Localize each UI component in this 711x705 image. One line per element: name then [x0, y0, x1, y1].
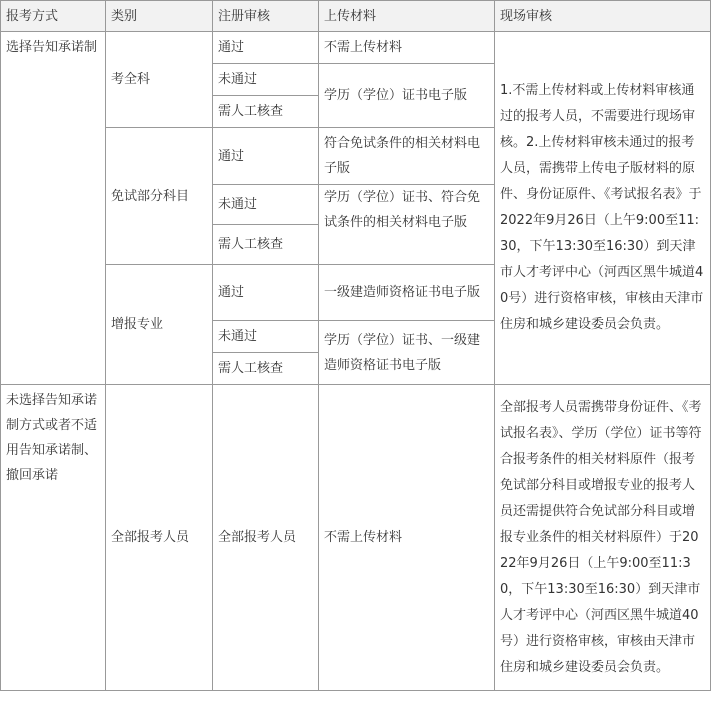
review-fail: 未通过	[213, 321, 319, 353]
material-degree-exempt: 学历（学位）证书、符合免试条件的相关材料电子版	[319, 185, 495, 265]
table-row	[1, 385, 711, 691]
review-pass: 通过	[213, 128, 319, 185]
category-add-specialty: 增报专业	[106, 265, 213, 385]
onsite-note-no-commitment: 全部报考人员需携带身份证件、《考试报名表》、学历（学位）证书等符合报考条件的相关材料原件（报考免试部分科目或增报专业的报考人员还需提供符合免试部分科目或增报专业条件的相关材料原件）于2022年9月26日（上午9:00至11:30，下午13:30至16:30）到天津市人才考评中心（河西区黑牛城道40号）进行资格审核，审核由天津市住房和城乡建设委员会负责。	[495, 385, 711, 691]
review-all-applicants: 全部报考人员	[213, 385, 319, 691]
material-none-all: 不需上传材料	[319, 385, 495, 691]
method-no-commitment: 未选择告知承诺制方式或者不适用告知承诺制、撤回承诺	[1, 385, 106, 691]
header-category: 类别	[106, 1, 213, 32]
review-pass: 通过	[213, 265, 319, 321]
table-header-row	[1, 1, 711, 32]
material-exempt: 符合免试条件的相关材料电子版	[319, 128, 495, 185]
onsite-note-commitment: 1.不需上传材料或上传材料审核通过的报考人员，不需要进行现场审核。2.上传材料审核未通过的报考人员，需携带上传电子版材料的原件、身份证原件、《考试报名表》于2022年9月26日（上午9:00至11:30，下午13:30至16:30）到天津市人才考评中心（河西区黑牛城道40号）进行资格审核，审核由天津市住房和城乡建设委员会负责。	[495, 32, 711, 385]
header-upload-material: 上传材料	[319, 1, 495, 32]
review-fail: 未通过	[213, 185, 319, 225]
category-all-applicants: 全部报考人员	[106, 385, 213, 691]
header-onsite-review: 现场审核	[495, 1, 711, 32]
method-commitment: 选择告知承诺制	[1, 32, 106, 385]
review-pass: 通过	[213, 32, 319, 64]
category-full-subjects: 考全科	[106, 32, 213, 128]
material-constructor-cert: 一级建造师资格证书电子版	[319, 265, 495, 321]
review-fail: 未通过	[213, 64, 319, 96]
material-degree: 学历（学位）证书电子版	[319, 64, 495, 128]
review-manual: 需人工核查	[213, 353, 319, 385]
review-manual: 需人工核查	[213, 96, 319, 128]
header-method: 报考方式	[1, 1, 106, 32]
category-exempt-subjects: 免试部分科目	[106, 128, 213, 265]
review-manual: 需人工核查	[213, 225, 319, 265]
material-degree-constructor: 学历（学位）证书、一级建造师资格证书电子版	[319, 321, 495, 385]
table-row	[1, 32, 711, 64]
material-none: 不需上传材料	[319, 32, 495, 64]
header-registration-review: 注册审核	[213, 1, 319, 32]
